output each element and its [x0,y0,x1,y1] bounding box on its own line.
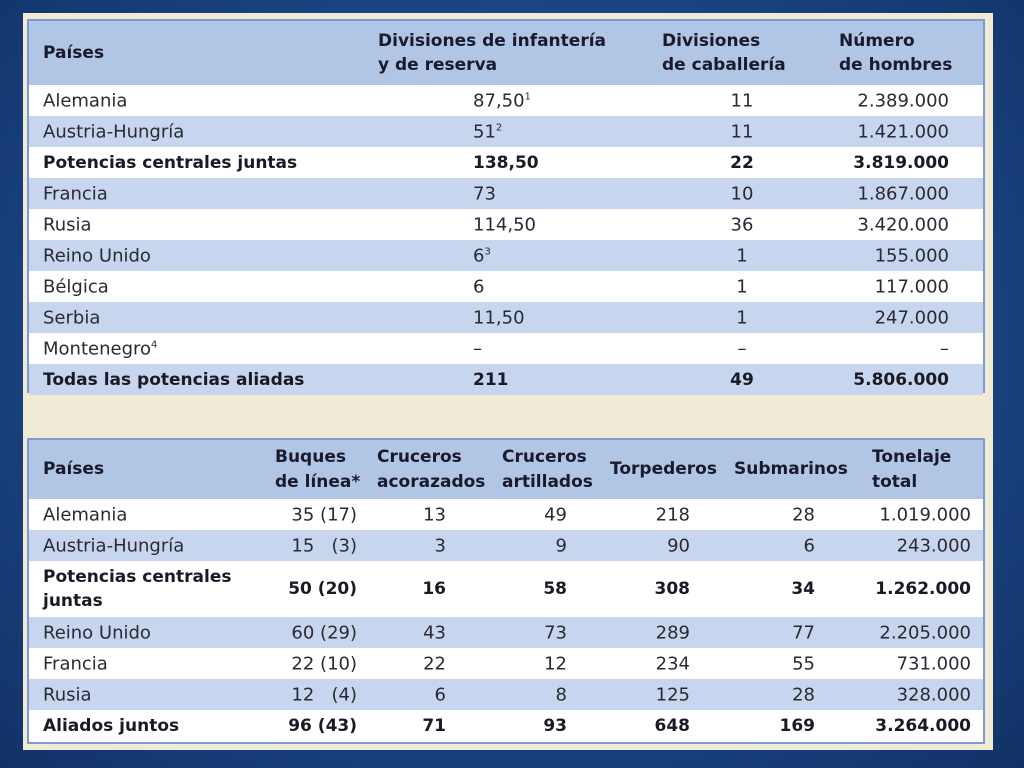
armored-cruisers: 22 [423,653,446,674]
submarines: 169 [779,715,815,736]
torpedo-boats: 218 [655,504,690,525]
infantry-divisions [473,214,536,235]
infantry-divisions [473,90,531,111]
table-row [29,648,983,679]
gunned-cruisers: 8 [555,684,567,705]
battleships: 22 (10) [291,653,357,674]
header-battleships-line2: de línea* [275,472,361,492]
table-row [29,240,983,271]
table-row [29,499,983,530]
country-name: Francia [43,653,108,674]
table-row [29,271,983,302]
table-row [29,679,983,710]
footnote-marker: 1 [524,91,531,102]
number-of-men: 5.806.000 [853,369,949,390]
footnote-marker: 2 [495,122,503,133]
total-tonnage: 1.019.000 [879,504,971,525]
gunned-cruisers: 58 [543,579,567,599]
total-tonnage: 731.000 [896,653,971,674]
total-tonnage: 3.264.000 [875,715,971,736]
header-cavalry-line2: de caballería [662,55,786,75]
table-row [29,302,983,333]
navy-table-header [29,440,983,499]
submarines: 28 [792,504,815,525]
armored-cruisers: 71 [422,715,446,736]
battleships: 50 (20) [288,579,357,599]
armored-cruisers: 16 [422,579,446,599]
country-name: Reino Unido [43,622,151,643]
country-name [43,370,304,390]
number-of-men: 3.819.000 [853,152,949,173]
infantry-divisions [473,153,539,173]
table-row [29,116,983,147]
country-name [43,214,92,235]
country-name-text: Serbia [43,307,101,328]
country-name-text: Alemania [43,90,128,111]
header-countries: Países [43,459,105,479]
infantry-divisions-value: 51 [473,121,496,142]
infantry-divisions-value: – [473,338,482,359]
header-men-line1: Número [839,31,915,51]
country-name: Alemania [43,504,128,525]
battleships: 96 (43) [288,715,357,736]
armored-cruisers: 13 [423,504,446,525]
infantry-divisions-value: 73 [473,183,496,204]
country-name-text: Francia [43,183,108,204]
armored-cruisers: 6 [434,684,446,705]
table-row [29,561,983,617]
infantry-divisions-value: 11,50 [473,307,525,328]
header-infantry-line1: Divisiones de infantería [378,31,606,51]
infantry-divisions-value: 87,50 [473,90,525,111]
infantry-divisions [473,121,502,142]
infantry-divisions [473,370,509,390]
country-name-text: Reino Unido [43,245,151,266]
number-of-men: 247.000 [874,307,949,328]
table-row [29,530,983,561]
gunned-cruisers: 9 [555,535,567,556]
cavalry-divisions: 49 [730,369,754,390]
infantry-divisions-value: 6 [473,245,485,266]
country-name [43,153,297,173]
header-countries: Países [43,43,105,63]
number-of-men: 117.000 [874,276,949,297]
infantry-divisions [473,276,484,297]
cavalry-divisions: 22 [730,152,754,173]
table-row [29,85,983,116]
country-name [43,121,184,142]
cavalry-divisions: 1 [736,276,748,297]
infantry-divisions-value: 114,50 [473,214,536,235]
table-row [29,710,983,741]
battleships: 35 (17) [291,504,357,525]
cavalry-divisions: 36 [730,214,754,235]
cavalry-divisions: 10 [730,183,754,204]
submarines: 28 [792,684,815,705]
submarines: 6 [803,535,815,556]
cavalry-divisions: 1 [736,307,748,328]
header-tonnage-line1: Tonelaje [872,447,952,467]
infantry-divisions [473,245,491,266]
torpedo-boats: 648 [654,715,690,736]
header-cavalry-line1: Divisiones [662,31,761,51]
header-torpedo-boats: Torpederos [610,459,717,479]
header-battleships-line1: Buques [275,447,346,467]
header-armored-cruisers-line2: acorazados [377,472,486,492]
header-infantry-line2: y de reserva [378,55,498,75]
infantry-divisions-value: 6 [473,276,485,297]
table-row [29,333,983,364]
table-row [29,617,983,648]
country-name [43,307,100,328]
country-name-text: Todas las potencias aliadas [43,369,305,390]
submarines: 55 [792,653,815,674]
cavalry-divisions: 11 [730,121,754,142]
cavalry-divisions: 11 [730,90,754,111]
number-of-men: 2.389.000 [857,90,949,111]
torpedo-boats: 125 [655,684,690,705]
torpedo-boats: 234 [655,653,690,674]
header-tonnage-line2: total [872,472,918,492]
footnote-marker: 4 [151,339,158,350]
torpedo-boats: 90 [667,535,690,556]
header-submarines: Submarinos [734,459,848,479]
number-of-men: 1.421.000 [857,121,949,142]
total-tonnage: 328.000 [896,684,971,705]
country-name [43,183,108,204]
total-tonnage: 2.205.000 [879,622,971,643]
torpedo-boats: 289 [655,622,690,643]
gunned-cruisers: 49 [544,504,567,525]
country-name-text: Potencias centrales juntas [43,152,298,173]
battleships: 12 (4) [291,684,357,705]
country-name-text: Bélgica [43,276,109,297]
infantry-divisions [473,183,496,204]
country-name: Rusia [43,684,92,705]
number-of-men: 155.000 [874,245,949,266]
header-men-line2: de hombres [839,55,953,75]
armored-cruisers: 43 [423,622,446,643]
country-name [43,90,127,111]
header-armored-cruisers-line1: Cruceros [377,447,462,467]
army-table [27,19,985,393]
battleships: 15 (3) [291,535,357,556]
number-of-men: – [940,338,949,359]
number-of-men: 1.867.000 [857,183,949,204]
torpedo-boats: 308 [654,579,690,599]
cavalry-divisions: 1 [736,245,748,266]
navy-table [27,438,985,744]
country-name [43,276,109,297]
infantry-divisions [473,338,482,359]
footnote-marker: 3 [484,246,491,257]
gunned-cruisers: 73 [544,622,567,643]
infantry-divisions-value: 211 [473,369,509,390]
country-name-text: Austria-Hungría [43,121,185,142]
army-table-header [29,21,983,85]
country-name: Aliados juntos [43,715,180,736]
country-name-text: Montenegro [43,338,152,359]
country-name [43,338,157,359]
cavalry-divisions: – [737,338,747,359]
table-row [29,178,983,209]
battleships: 60 (29) [291,622,357,643]
infantry-divisions [473,307,525,328]
country-name: Austria-Hungría [43,535,185,556]
header-gunned-cruisers-line1: Cruceros [502,447,587,467]
table-row [29,364,983,395]
total-tonnage: 1.262.000 [875,579,971,599]
country-name: Potencias centrales juntas [43,567,232,611]
submarines: 77 [792,622,815,643]
table-row [29,147,983,178]
header-gunned-cruisers-line2: artillados [502,472,593,492]
country-name [43,245,151,266]
slide-panel [23,13,993,750]
gunned-cruisers: 12 [544,653,567,674]
number-of-men: 3.420.000 [857,214,949,235]
infantry-divisions-value: 138,50 [473,152,539,173]
country-name-text: Rusia [43,214,92,235]
gunned-cruisers: 93 [543,715,567,736]
submarines: 34 [791,579,815,599]
armored-cruisers: 3 [434,535,446,556]
total-tonnage: 243.000 [896,535,971,556]
table-row [29,209,983,240]
